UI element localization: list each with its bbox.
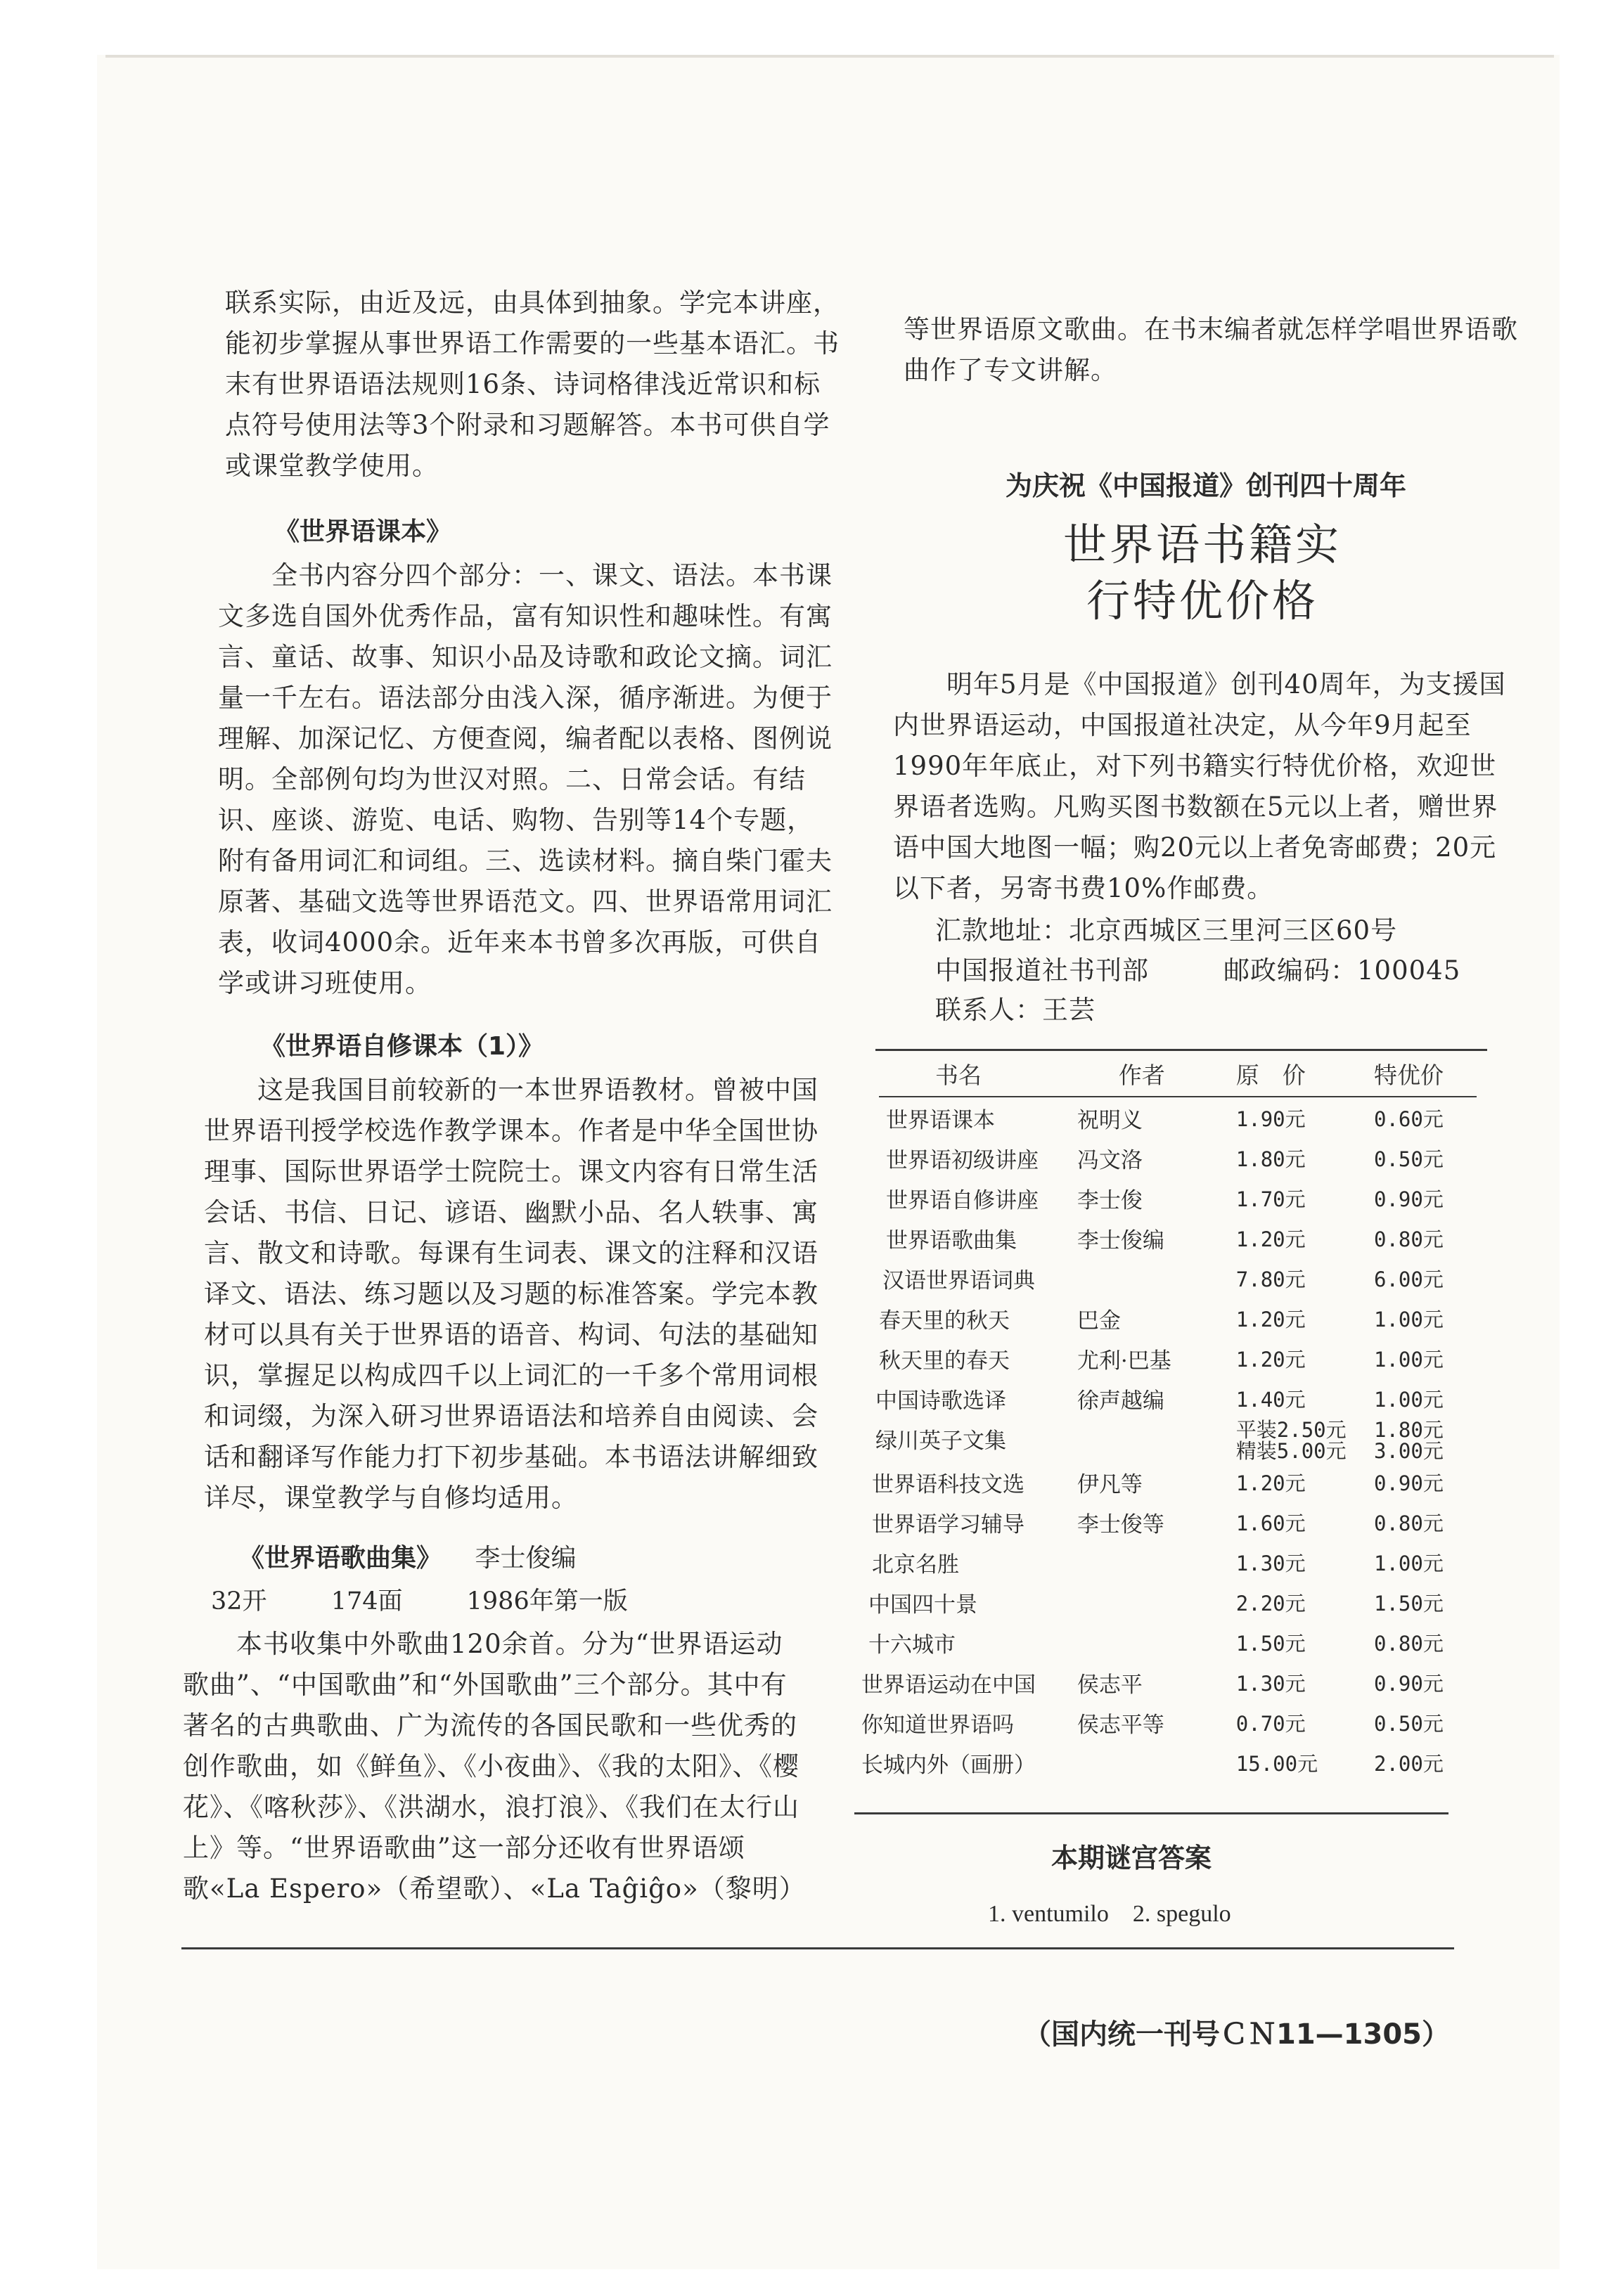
book-title: 春天里的秋天 — [879, 1308, 1010, 1334]
original-price: 1.70元 — [1235, 1187, 1306, 1211]
puzzle-title: 本期谜宫答案 — [1051, 1843, 1212, 1873]
book2-title: 《世界语自修课本（1）》 — [260, 1032, 544, 1061]
special-price: 0.50元 — [1374, 1147, 1444, 1171]
original-price: 1.20元 — [1235, 1471, 1306, 1495]
book3-format: 32开 — [211, 1587, 267, 1615]
postcode: 邮政编码：100045 — [1223, 955, 1461, 986]
book-author — [1077, 1623, 1222, 1663]
book3-paragraph: 本书收集中外歌曲120余首。分为“世界语运动歌曲”、“中国歌曲”和“外国歌曲”三个部分。其中有著名的古典歌曲、广为流传的各国民歌和一些优秀的创作歌曲，如《鲜鱼》、《小夜曲》、《我的太阳》、《樱花》、《喀秋莎》、《洪湖水，浪打浪》、《我们在太行山上》等。“世界语歌曲”这一部分还收有世界语颂歌«La Espero»（希望歌）、«La Taĝiĝo»（黎明） — [183, 1629, 806, 1904]
original-price: 1.20元 — [1235, 1348, 1306, 1372]
special-price: 0.80元 — [1374, 1227, 1444, 1251]
original-price: 1.90元 — [1235, 1107, 1306, 1131]
original-price: 7.80元 — [1235, 1268, 1306, 1291]
book-title: 世界语运动在中国 — [861, 1672, 1036, 1698]
book-title: 北京名胜 — [872, 1552, 959, 1578]
puzzle-answers: 1. ventumilo 2. spegulo — [988, 1901, 1231, 1927]
book-title: 中国诗歌选译 — [875, 1388, 1006, 1414]
table-row — [858, 1218, 1477, 1258]
notice-title — [872, 517, 1533, 629]
footer-rule — [181, 1947, 1454, 1949]
special-price: 1.80元 3.00元 — [1374, 1418, 1444, 1463]
book-author: 李士俊 — [1077, 1188, 1143, 1213]
special-price: 0.90元 — [1374, 1471, 1444, 1495]
book2-paragraph: 这是我国目前较新的一本世界语教材。曾被中国世界语刊授学校选作教学课本。作者是中华全国世协理事、国际世界语学士院院士。课文内容有日常生活会话、书信、日记、谚语、幽默小品、名人轶事、寓言、散文和诗歌。每课有生词表、课文的注释和汉语译文、语法、练习题以及习题的标准答案。学完本教材可以具有关于世界语的语音、构词、句法的基础知识，掌握足以构成四千以上词汇的一千多个常用词根和词缀，为深入研习世界语语法和培养自由阅读、会话和翻译写作能力打下初步基础。本书语法讲解细致详尽，课堂教学与自修均适用。 — [204, 1075, 818, 1513]
book-author — [1077, 1258, 1222, 1298]
notice-title-line1: 世界语书籍实 — [1062, 519, 1342, 570]
special-price: 0.90元 — [1374, 1187, 1444, 1211]
original-price: 1.20元 — [1235, 1227, 1306, 1251]
header-special-price: 特优价 — [1374, 1061, 1444, 1089]
book3-heading — [239, 1538, 576, 1574]
book-title: 世界语初级讲座 — [886, 1148, 1039, 1173]
notice-paragraph: 明年5月是《中国报道》创刊40周年，为支援国内世界语运动，中国报道社决定，从今年9月起至1990年年底止，对下列书籍实行特优价格，欢迎世界语者选购。凡购买图书数额在5元以上者，赠世界语中国大地图一幅；购20元以上者免寄邮费；20元以下者，另寄书费10%作邮费。 — [893, 669, 1506, 903]
table-header-row — [858, 1052, 1477, 1095]
special-price: 0.80元 — [1374, 1632, 1444, 1656]
special-price: 0.60元 — [1374, 1107, 1444, 1131]
intro-paragraph: 联系实际，由近及远，由具体到抽象。学完本讲座，能初步掌握从事世界语工作需要的一些基本语汇。书末有世界语语法规则16条、诗词格律浅近常识和标点符号使用法等3个附录和习题解答。本书可供自学或课堂教学使用。 — [225, 288, 840, 481]
original-price: 15.00元 — [1235, 1752, 1318, 1776]
special-price: 1.00元 — [1374, 1308, 1444, 1331]
table-row — [858, 1542, 1477, 1582]
book-author: 侯志平等 — [1077, 1713, 1164, 1738]
table-row — [858, 1339, 1477, 1379]
book-author: 巴金 — [1077, 1308, 1121, 1334]
book-title: 十六城市 — [868, 1632, 956, 1658]
book-title: 世界语学习辅导 — [872, 1512, 1024, 1537]
book-author: 冯文洛 — [1077, 1148, 1143, 1173]
special-price: 1.50元 — [1374, 1592, 1444, 1615]
table-row — [858, 1298, 1477, 1339]
special-price: 1.00元 — [1374, 1388, 1444, 1412]
special-price: 0.50元 — [1374, 1712, 1444, 1736]
book-title: 世界语课本 — [886, 1108, 995, 1133]
book-title: 绿川英子文集 — [875, 1428, 1006, 1454]
book-author: 徐声越编 — [1077, 1388, 1164, 1414]
original-price: 1.20元 — [1235, 1308, 1306, 1331]
table-row — [858, 1582, 1477, 1623]
book1-paragraph: 全书内容分四个部分：一、课文、语法。本书课文多选自国外优秀作品，富有知识性和趣味性。有寓言、童话、故事、知识小品及诗歌和政论文摘。词汇量一千左右。语法部分由浅入深，循序渐进。为便于理解、加深记忆、方便查阅，编者配以表格、图例说明。全部例句均为世汉对照。二、日常会话。有结识、座谈、游览、电话、购物、告别等14个专题，附有备用词汇和词组。三、选读材料。摘自柴门霍夫原著、基础文选等世界语范文。四、世界语常用词汇表，收词4000余。近年来本书曾多次再版，可供自学或讲习班使用。 — [218, 560, 833, 998]
book-title: 世界语歌曲集 — [886, 1228, 1017, 1253]
book3-pages: 174面 — [330, 1587, 403, 1615]
book-title: 秋天里的春天 — [879, 1348, 1010, 1374]
original-price: 1.30元 — [1235, 1672, 1306, 1696]
original-price: 1.50元 — [1235, 1632, 1306, 1656]
book1-title: 《世界语课本》 — [274, 517, 452, 546]
table-row — [858, 1623, 1477, 1663]
special-price: 0.80元 — [1374, 1511, 1444, 1535]
book-title: 世界语自修讲座 — [886, 1188, 1039, 1213]
table-row — [858, 1703, 1477, 1743]
special-price: 2.00元 — [1374, 1752, 1444, 1776]
book3-edition: 1986年第一版 — [466, 1587, 628, 1615]
book-author — [1077, 1582, 1222, 1623]
table-row — [858, 1379, 1477, 1419]
continued-paragraph: 等世界语原文歌曲。在书末编者就怎样学唱世界语歌曲作了专文讲解。 — [904, 314, 1518, 385]
book-author — [1077, 1419, 1222, 1462]
special-price: 0.90元 — [1374, 1672, 1444, 1696]
table-row — [858, 1178, 1477, 1218]
notice-title-line2: 行特优价格 — [1086, 575, 1318, 626]
original-price: 1.30元 — [1235, 1552, 1306, 1575]
original-price: 平装2.50元 精装5.00元 — [1235, 1418, 1347, 1463]
table-row — [858, 1419, 1477, 1462]
special-price: 6.00元 — [1374, 1268, 1444, 1291]
remit-dept: 中国报道社书刊部 — [935, 955, 1149, 986]
book-author — [1077, 1542, 1222, 1582]
table-row — [858, 1138, 1477, 1178]
notice-kicker: 为庆祝《中国报道》创刊四十周年 — [1006, 470, 1407, 501]
header-rule — [879, 1096, 1477, 1097]
paper-edge — [105, 55, 1554, 58]
book3-title: 《世界语歌曲集》 — [239, 1544, 442, 1573]
table-row — [858, 1743, 1477, 1783]
price-table — [858, 1052, 1477, 1783]
book-author: 伊凡等 — [1077, 1472, 1143, 1497]
original-price: 1.40元 — [1235, 1388, 1306, 1412]
issn-label: （国内统一刊号ＣＮ11—1305） — [1023, 2018, 1450, 2051]
header-original-price: 原 价 — [1235, 1061, 1306, 1089]
table-bottom-rule — [854, 1812, 1448, 1814]
book-title: 世界语科技文选 — [872, 1472, 1024, 1497]
table-row — [858, 1462, 1477, 1502]
book3-meta — [211, 1582, 628, 1617]
special-price: 1.00元 — [1374, 1348, 1444, 1372]
header-author: 作者 — [1118, 1061, 1165, 1089]
book-title: 中国四十景 — [868, 1592, 977, 1618]
contact-person: 联系人：王芸 — [935, 995, 1096, 1025]
special-price: 1.00元 — [1374, 1552, 1444, 1575]
book-author: 祝明义 — [1077, 1108, 1143, 1133]
book-author: 李士俊等 — [1077, 1512, 1164, 1537]
table-row — [858, 1502, 1477, 1542]
book3-editor: 李士俊编 — [475, 1544, 577, 1573]
original-price: 1.80元 — [1235, 1147, 1306, 1171]
table-row — [858, 1663, 1477, 1703]
book-author: 尤利·巴基 — [1077, 1348, 1171, 1374]
header-title: 书名 — [935, 1061, 982, 1089]
remit-info — [935, 950, 1512, 991]
book-author: 李士俊编 — [1077, 1228, 1164, 1253]
book-author: 侯志平 — [1077, 1672, 1143, 1698]
book-title: 汉语世界语词典 — [882, 1268, 1035, 1294]
table-row — [858, 1098, 1477, 1138]
table-top-rule — [875, 1049, 1487, 1051]
book-title: 你知道世界语吗 — [861, 1713, 1014, 1738]
table-row — [858, 1258, 1477, 1298]
original-price: 2.20元 — [1235, 1592, 1306, 1615]
original-price: 1.60元 — [1235, 1511, 1306, 1535]
original-price: 0.70元 — [1235, 1712, 1306, 1736]
remit-address: 汇款地址：北京西城区三里河三区60号 — [935, 915, 1398, 946]
book-title: 长城内外（画册） — [861, 1753, 1036, 1778]
book-author — [1077, 1743, 1222, 1783]
